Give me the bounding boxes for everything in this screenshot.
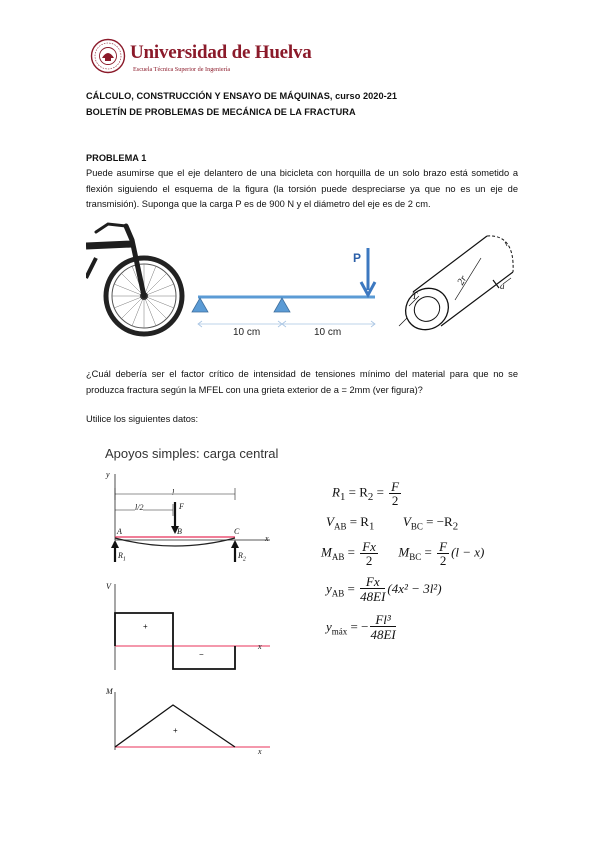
bulletin-title: BOLETÍN DE PROBLEMAS DE MECÁNICA DE LA FRACTURA bbox=[86, 107, 356, 117]
textbook-beam-diagram bbox=[100, 470, 280, 570]
shear-minus-sign: − bbox=[199, 650, 204, 659]
span-label: l bbox=[172, 488, 175, 497]
deflection-curve bbox=[115, 538, 235, 546]
shear-axis-label: V bbox=[106, 582, 111, 591]
tube-t-label: T bbox=[412, 291, 418, 301]
shear-plus-sign: + bbox=[143, 622, 148, 631]
textbook-beam-svg bbox=[100, 470, 280, 570]
shear-diagram-svg bbox=[100, 580, 280, 675]
axis-x-label: x bbox=[265, 534, 269, 543]
formula-moment: $M_{AB}$ = $\frac{Fx}{2}$ $M_{BC}$ = $\frac{F}{2}$ (l − x) bbox=[321, 539, 485, 568]
point-c-label: C bbox=[234, 527, 240, 536]
dimension-left: 10 cm bbox=[233, 327, 261, 338]
course-title: CÁLCULO, CONSTRUCCIÓN Y ENSAYO DE MÁQUINAS, curso 2020-21 bbox=[86, 91, 398, 101]
tube-a-label: a bbox=[500, 281, 505, 291]
half-span-label: l/2 bbox=[135, 503, 144, 512]
r2-label: $R_2$ bbox=[238, 551, 246, 563]
university-name: Universidad de Huelva bbox=[130, 42, 312, 63]
table-title: Apoyos simples: carga central bbox=[105, 446, 279, 461]
formula-reactions: $R_1 = R_2$ = $\frac{F}{2}$ bbox=[332, 479, 400, 508]
university-seal-icon bbox=[90, 38, 126, 74]
university-logo bbox=[90, 38, 126, 74]
bicycle-illustration bbox=[86, 218, 186, 348]
formula-deflection: $y_{AB}$ = $\frac{Fx}{48EI} (4x^2 - 3l^2)$ bbox=[326, 574, 442, 604]
load-label: P bbox=[353, 251, 362, 265]
problem-question: ¿Cuál debería ser el factor crítico de intensidad de tensiones mínimo del material para que no se produzca fractura según la MFEL con una grieta exterior de a = 2mm (ver figura)? bbox=[86, 369, 518, 395]
point-b-label: B bbox=[177, 527, 182, 536]
bicycle-icon bbox=[86, 218, 186, 348]
moment-axis-label: M bbox=[106, 687, 113, 696]
force-label: F bbox=[179, 502, 184, 511]
problem-statement: Puede asumirse que el eje delantero de una bicicleta con horquilla de un solo brazo está sometido a flexión siguiendo el esquema de la figura (la torsión puede despreciarse ya que no es un eje de transmisión). Suponga que la carga P es de 900 N y el diámetro del eje es de 2 cm. bbox=[86, 168, 518, 209]
point-a-label: A bbox=[117, 527, 122, 536]
moment-diagram bbox=[100, 688, 280, 758]
data-intro: Utilice los siguientes datos: bbox=[86, 414, 199, 424]
axis-y-label: y bbox=[106, 470, 110, 479]
moment-diagram-svg bbox=[100, 688, 280, 758]
formula-max-deflection: $y_{máx}$ = − $\frac{\text{Fl³}}{48EI}$ bbox=[326, 612, 396, 642]
shear-x-label: x bbox=[258, 642, 262, 651]
moment-plus-sign: + bbox=[173, 726, 178, 735]
r1-label: $R_1$ bbox=[118, 551, 126, 563]
left-support bbox=[192, 298, 208, 312]
shear-negative bbox=[173, 646, 235, 669]
shear-diagram bbox=[100, 580, 280, 675]
moment-x-label: x bbox=[258, 747, 262, 756]
tube-2r-label: 2r bbox=[455, 273, 470, 288]
dimension-right: 10 cm bbox=[314, 327, 342, 338]
problem-title: PROBLEMA 1 bbox=[86, 153, 147, 163]
formula-shear: $V_{AB} = R_1$ $V_{BC} = -R_2$ bbox=[326, 514, 459, 533]
middle-support bbox=[274, 298, 290, 312]
university-subtitle: Escuela Técnica Superior de Ingeniería bbox=[133, 66, 231, 73]
